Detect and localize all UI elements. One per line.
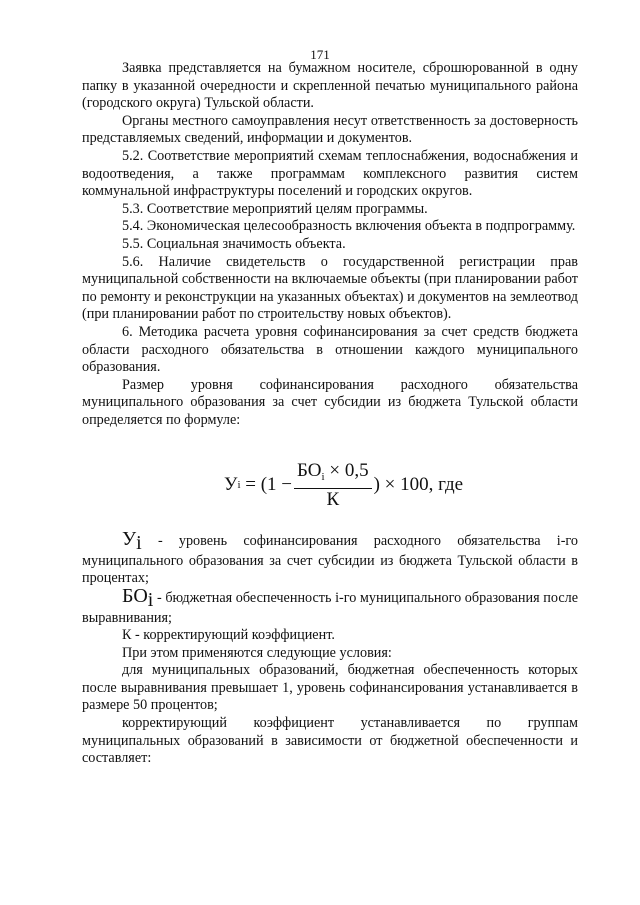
document-body (82, 60, 578, 768)
formula-lhs-symbol: У (224, 474, 238, 496)
formula-numerator-rest: × 0,5 (324, 459, 369, 481)
formula-block (82, 429, 578, 531)
definition-subscript: i (147, 588, 154, 611)
definition-text: - бюджетная обеспеченность i-го муниципального образования после выравнивания; (82, 590, 578, 626)
paragraph: 5.5. Социальная значимость объекта. (122, 235, 346, 252)
definition-y (82, 528, 578, 588)
paragraph: 5.6. Наличие свидетельств о государственной регистрации прав муниципальной собственности на включаемые объекты (при планировании работ по ремонту и реконструкции на указанных объектах) и документов на землеотвод (при планировании работ по строительству новых объектов). (82, 253, 578, 323)
definition-k (82, 627, 578, 645)
formula-equals-open: = (1 − (245, 474, 293, 496)
formula-lhs-subscript: i (237, 479, 241, 492)
definition-text: - уровень софинансирования расходного обязательства i-го муниципального образования за счет субсидии из бюджета Тульской области в процентах; (82, 533, 578, 587)
formula-denominator: К (326, 488, 340, 510)
formula-numerator-subscript: i (321, 470, 325, 483)
formula-fraction (294, 460, 372, 511)
paragraph: для муниципальных образований, бюджетная обеспеченность которых после выравнивания превышает 1, уровень софинансирования устанавливается в размере 50 процентов; (82, 662, 578, 714)
definition-text: К - корректирующий коэффициент. (122, 627, 335, 644)
paragraph: Органы местного самоуправления несут ответственность за достоверность представляемых сведений, информации и документов. (82, 112, 578, 147)
definition-bo (82, 585, 578, 627)
paragraph: 5.3. Соответствие мероприятий целям программы. (122, 200, 428, 217)
definition-symbol: БО (122, 585, 148, 608)
definition-subscript: i (136, 532, 142, 555)
page-number: 171 (310, 47, 330, 62)
paragraph: При этом применяются следующие условия: (122, 644, 392, 661)
paragraph: 5.2. Соответствие мероприятий схемам теплоснабжения, водоснабжения и водоотведения, а также программам комплексного развития систем коммунальной инфраструктуры поселений и городских округов. (82, 147, 578, 200)
cofinancing-formula (224, 455, 463, 515)
paragraph: 5.4. Экономическая целесообразность включения объекта в подпрограмму. (122, 218, 576, 235)
paragraph: Размер уровня софинансирования расходного обязательства муниципального образования за счет субсидии из бюджета Тульской области определяется по формуле: (82, 376, 578, 428)
paragraph: 6. Методика расчета уровня софинансирования за счет средств бюджета области расходного обязательства в отношении каждого муниципального образования. (82, 323, 578, 376)
formula-numerator (294, 460, 372, 488)
paragraph: Заявка представляется на бумажном носителе, сброшюрованной в одну папку в указанной очередности и скрепленной печатью муниципального района (городского округа) Тульской области. (82, 60, 578, 112)
definition-symbol: У (122, 528, 137, 551)
paragraph: корректирующий коэффициент устанавливается по группам муниципальных образований в зависимости от бюджетной обеспеченности и составляет: (82, 715, 578, 767)
formula-tail: ) × 100, где (373, 474, 464, 496)
formula-numerator-symbol: БО (297, 459, 322, 481)
